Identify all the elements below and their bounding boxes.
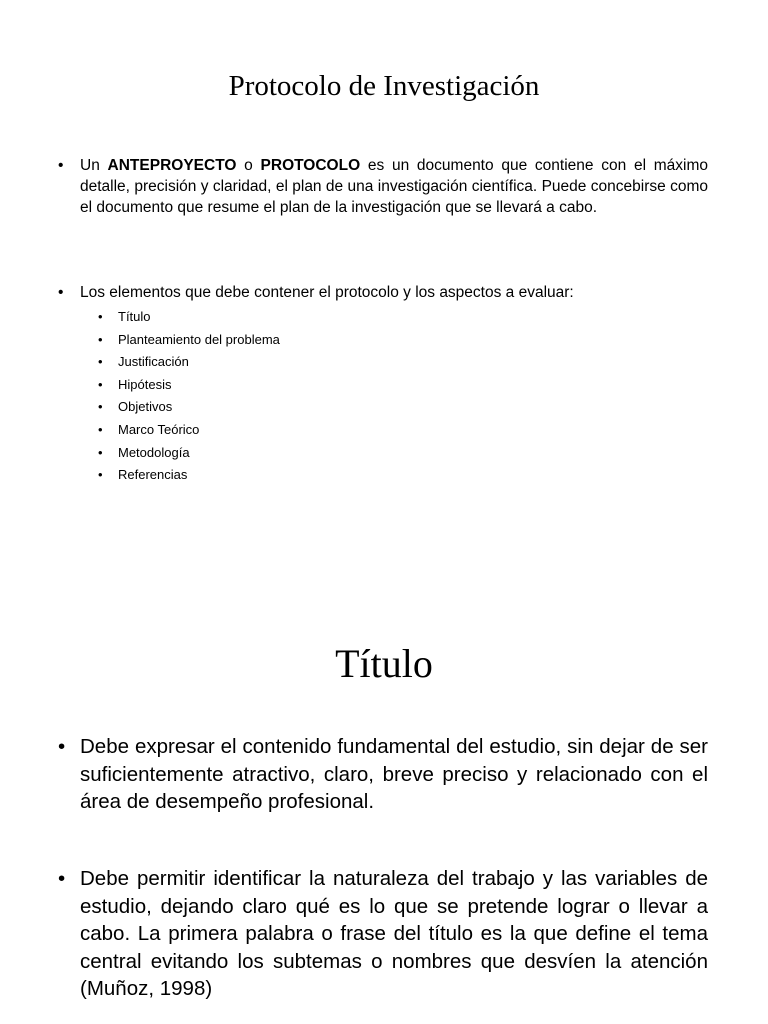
content-text: Debe expresar el contenido fundamental del estudio, sin dejar de ser suficientemente atractivo, claro, breve preciso y relacionado con el área de desempeño profesional. bbox=[80, 735, 708, 814]
bullet-icon: • bbox=[58, 735, 66, 758]
bullet-icon: • bbox=[58, 284, 64, 301]
content-bullet bbox=[58, 865, 708, 1003]
list-item-label: Referencias bbox=[118, 467, 188, 483]
bullet-icon: • bbox=[98, 467, 103, 483]
content-bullet bbox=[58, 733, 708, 816]
text-run: o bbox=[236, 157, 261, 174]
list-item-label: Objetivos bbox=[118, 399, 173, 415]
text-run: Un bbox=[80, 157, 108, 174]
elements-intro-bullet bbox=[58, 282, 708, 303]
definition-bullet bbox=[58, 155, 708, 218]
list-item bbox=[98, 329, 280, 352]
bullet-icon: • bbox=[98, 421, 103, 437]
bullet-icon: • bbox=[98, 376, 103, 392]
list-item-label: Justificación bbox=[118, 354, 189, 370]
slide-titulo bbox=[0, 590, 768, 1024]
slide-title: Título bbox=[335, 641, 433, 686]
anteproyecto-term: ANTEPROYECTO bbox=[107, 157, 237, 174]
list-item bbox=[98, 442, 280, 465]
bullet-icon: • bbox=[98, 444, 103, 460]
bullet-icon: • bbox=[98, 309, 103, 324]
list-item bbox=[98, 306, 280, 329]
text-run: es un documento que contiene con el máximo detalle, precisión y claridad, el plan de una investigación científica. Puede concebirse como el documento que resume el plan de la investigación que se llevará a cabo. bbox=[80, 157, 709, 216]
bullet-icon: • bbox=[98, 399, 103, 415]
list-item-label: Metodología bbox=[118, 444, 190, 460]
definition-text bbox=[80, 155, 708, 218]
protocolo-term: PROTOCOLO bbox=[260, 157, 361, 174]
bullet-icon: • bbox=[58, 157, 64, 174]
elements-list bbox=[98, 306, 280, 487]
bullet-icon: • bbox=[98, 331, 103, 347]
list-item bbox=[98, 396, 280, 419]
elements-intro-text: Los elementos que debe contener el protocolo y los aspectos a evaluar: bbox=[80, 284, 574, 301]
content-text: Debe permitir identificar la naturaleza del trabajo y las variables de estudio, dejando claro qué es lo que se pretende lograr o llevar a cabo. La primera palabra o frase del título es la que define el tema central evitando los subtemas o nombres que desvíen la atención (Muñoz, 1998) bbox=[80, 867, 708, 1001]
list-item-label: Planteamiento del problema bbox=[118, 331, 280, 347]
list-item-label: Título bbox=[118, 309, 151, 324]
bullet-icon: • bbox=[98, 354, 103, 370]
list-item-label: Marco Teórico bbox=[118, 421, 200, 437]
list-item bbox=[98, 464, 280, 487]
bullet-icon: • bbox=[58, 867, 66, 890]
list-item bbox=[98, 419, 280, 442]
slide-title: Protocolo de Investigación bbox=[228, 70, 540, 102]
list-item bbox=[98, 351, 280, 374]
list-item-label: Hipótesis bbox=[118, 376, 172, 392]
list-item bbox=[98, 374, 280, 397]
